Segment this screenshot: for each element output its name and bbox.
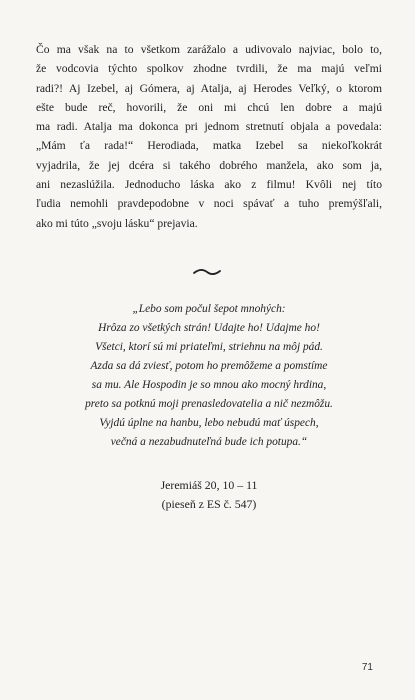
paragraph-line: ako mi túto „svoju lásku“ prejavia.: [36, 216, 198, 230]
bible-reference: Jeremiáš 20, 10 – 11: [160, 478, 258, 492]
verse-line: preto sa potknú moji prenasledovatelia a nič nezmôžu.: [85, 398, 333, 410]
hymn-reference: (pieseň z ES č. 547): [161, 497, 257, 511]
verse-line: Azda sa dá zviesť, potom ho premôžeme a pomstíme: [90, 360, 328, 372]
paragraph-line: ešte bude reč, hovorili, že oni mi chcú len dobre a majú: [36, 100, 382, 114]
verse-line: Hrôza zo všetkých strán! Udajte ho! Udajme ho!: [98, 322, 320, 334]
verse-line: Všetci, ktorí sú mi priateľmi, striehnu na môj pád.: [95, 341, 323, 353]
paragraph-line: že vodcovia týchto spolkov zhodne tvrdili, že ma majú veľmi: [36, 62, 382, 76]
verse-line: večná a nezabudnuteľná bude ich potupa.“: [110, 436, 308, 448]
page-number: 71: [361, 662, 373, 673]
swash-divider-icon: [193, 267, 221, 277]
verse-line: „Lebo som počul šepot mnohých:: [132, 303, 286, 315]
paragraph-line: „Mám ťa rada!“ Herodiada, matka Izebel sa niekoľkokrát: [36, 139, 382, 153]
verse-line: Vyjdú úplne na hanbu, lebo nebudú mať úspech,: [99, 417, 319, 429]
paragraph-line: ma radi. Atalja ma dokonca pri jednom stretnutí objala a povedala:: [36, 120, 382, 134]
paragraph-line: Čo ma však na to všetkom zarážalo a udivovalo najviac, bolo to,: [36, 43, 382, 56]
verse-line: sa mu. Ale Hospodin je so mnou ako mocný hrdina,: [91, 379, 327, 391]
body-paragraph: [36, 40, 382, 233]
paragraph-line: ľudia nemohli pravdepodobne v noci spávať a tuho premýšľali,: [36, 197, 382, 211]
paragraph-line: radi?! Aj Izebel, aj Gómera, aj Atalja, aj Herodes Veľký, o ktorom: [36, 81, 382, 95]
verse-source: [36, 476, 382, 514]
quoted-verse: [36, 300, 382, 452]
paragraph-line: vyjadrila, že jej dcéra si takého dobrého manžela, ako som ja,: [36, 158, 382, 172]
paragraph-line: ani nezaslúžila. Jednoducho láska ako z filmu! Kvôli nej títo: [36, 178, 382, 192]
